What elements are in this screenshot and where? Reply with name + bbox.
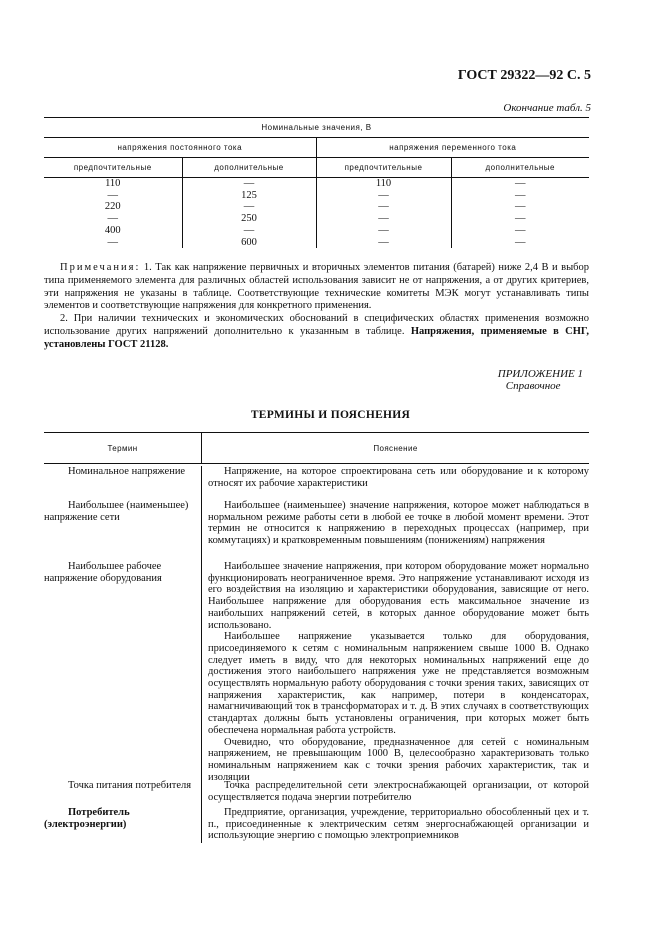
voltage-table-caption: Номинальные значения, В: [44, 118, 589, 138]
table-row: [44, 213, 589, 225]
table-cell: —: [316, 237, 451, 249]
table-cell: —: [316, 190, 451, 202]
appendix-label: [498, 368, 583, 392]
term-name: Точка питания потребителя: [44, 780, 202, 807]
term-row-equipment-voltage: [44, 561, 589, 783]
dc-group-header: напряжения постоянного тока: [44, 138, 316, 158]
term-definition-paragraph: Точка распределительной сети электроснабжающей организации, от которой осуществляется подача энергии потребителю: [208, 780, 589, 803]
term-definition: [202, 466, 589, 500]
table-cell: 250: [182, 213, 316, 225]
table-cell: —: [515, 224, 526, 236]
notes-label: Примечания:: [60, 262, 141, 273]
table-continuation-label: Окончание табл. 5: [503, 102, 591, 114]
note-1: [44, 262, 589, 313]
term-name: Наибольшее (наименьшее) напряжение сети: [44, 500, 202, 561]
explanation-column-header: Пояснение: [373, 443, 418, 453]
appendix-type: Справочное: [505, 380, 561, 392]
terms-table-header: [44, 432, 589, 464]
ac-group-header: напряжения переменного тока: [316, 138, 589, 158]
table-row: [44, 190, 589, 202]
table-cell: 110: [44, 178, 182, 190]
table-cell: —: [44, 237, 182, 249]
table-cell: —: [515, 201, 526, 213]
section-title: ТЕРМИНЫ И ПОЯСНЕНИЯ: [250, 409, 411, 421]
term-row-nominal-voltage: [44, 464, 589, 500]
table-cell: —: [316, 201, 451, 213]
table-cell: 110: [316, 178, 451, 190]
table-cell: —: [515, 189, 526, 201]
table-cell: 220: [44, 201, 182, 213]
table-cell: —: [515, 178, 526, 189]
table-row: [44, 178, 589, 190]
table-row: [44, 237, 589, 249]
voltage-table: [44, 117, 589, 248]
note-1-text: 1. Так как напряжение первичных и вторичных элементов питания (батарей) ниже 2,4 В и выбор типа применяемого элемента для различных областей использования зависит не от напряжения, а от других критериев, эти напряжения не указаны в таблице. Соответствующие технические комитеты МЭК могут устанавливать типы элементов и соответствующие напряжения для конкретного применения.: [44, 262, 590, 312]
table-cell: —: [182, 178, 316, 190]
term-name: Номинальное напряжение: [44, 466, 202, 500]
table-cell: —: [515, 213, 526, 225]
term-name: Наибольшее рабочее напряжение оборудования: [44, 561, 202, 780]
term-name: Потребитель (электроэнергии): [44, 807, 202, 843]
term-definition-paragraph: Предприятие, организация, учреждение, территориально обособленный цех и т. п., присоединенные к электрическим сетям энергоснабжающей организации и использующие энергию с помощью электроприемников: [208, 807, 589, 842]
ac-additional-header: дополнительные: [451, 158, 589, 178]
ac-preferred-header: предпочтительные: [316, 158, 451, 178]
term-definition-paragraph: Очевидно, что оборудование, предназначенное для сетей с номинальным напряжением, не превышающим 1000 В, целесообразно характеризовать только номинальным напряжением как с точки зрения рабочих характеристик, так и изоляции: [208, 736, 589, 783]
table-cell: —: [44, 190, 182, 202]
term-definition: [202, 780, 589, 807]
table-cell: —: [182, 201, 316, 213]
term-definition: [202, 807, 589, 843]
term-definition-paragraph: Напряжение, на которое спроектирована сеть или оборудование и к которому относят их рабочие характеристики: [208, 466, 589, 489]
dc-preferred-header: предпочтительные: [44, 158, 182, 178]
table-cell: 600: [182, 237, 316, 249]
term-definition-paragraph: Наибольшее напряжение указывается только для оборудования, присоединяемого к сетям с номинальным напряжением свыше 1000 В. Однако следует иметь в виду, что для некоторых номинальных напряжений еще до достижения этого наибольшего напряжения уже не представляется возможным осуществлять нормальную работу оборудования с точки зрения таких, зависящих от напряжения характеристик, как например, потери в конденсаторах, намагничивающий ток в трансформаторах и т. д. В этих случаях в соответствующих стандартах должны быть установлены ограничения, при которых может быть обеспечена нормальная работа устройств.: [208, 631, 589, 736]
note-2: [44, 313, 589, 351]
table-cell: —: [316, 213, 451, 225]
table-cell: —: [515, 236, 526, 248]
table-cell: —: [316, 225, 451, 237]
term-definition-paragraph: Наибольшее (наименьшее) значение напряжения, которое может наблюдаться в нормальном режиме работы сети в любой ее точке в любой момент времени. Этот термин не относится к напряжению в переходных процессах (например, при коммутациях) и кратковременным повышениям (понижениям) напряжения: [208, 500, 589, 547]
table-cell: —: [44, 213, 182, 225]
dc-additional-header: дополнительные: [182, 158, 316, 178]
term-row-network-voltage: [44, 500, 589, 561]
appendix-number: ПРИЛОЖЕНИЕ 1: [497, 368, 583, 380]
term-definition: [202, 561, 589, 783]
note-2-bold-text: Напряжения, применяемые в СНГ, установлены ГОСТ 21128.: [44, 325, 590, 350]
table-cell: —: [182, 225, 316, 237]
notes-block: [44, 262, 589, 352]
note-2-text: 2. При наличии технических и экономических обоснований в специфических областях применения возможно использование других напряжений дополнительно к указанным в таблице.: [44, 313, 589, 337]
table-row: [44, 225, 589, 237]
term-definition: [202, 500, 589, 561]
term-column-header: Термин: [44, 433, 202, 463]
term-definition-paragraph: Наибольшее значение напряжения, при котором оборудование может нормально функционировать неограниченное время. Это напряжение устанавливают исходя из его воздействия на изоляцию и характеристики оборудования, зависящие от него. Наибольшее напряжение для оборудования есть максимальное значение из наибольших напряжений сетей, в которых данное оборудование может быть использовано.: [208, 561, 589, 631]
table-cell: 400: [44, 225, 182, 237]
terms-table: [44, 432, 589, 843]
term-row-supply-point: [44, 780, 589, 807]
page-header: ГОСТ 29322—92 С. 5: [457, 68, 591, 83]
table-cell: 125: [182, 190, 316, 202]
term-row-consumer: [44, 807, 589, 843]
table-row: [44, 201, 589, 213]
